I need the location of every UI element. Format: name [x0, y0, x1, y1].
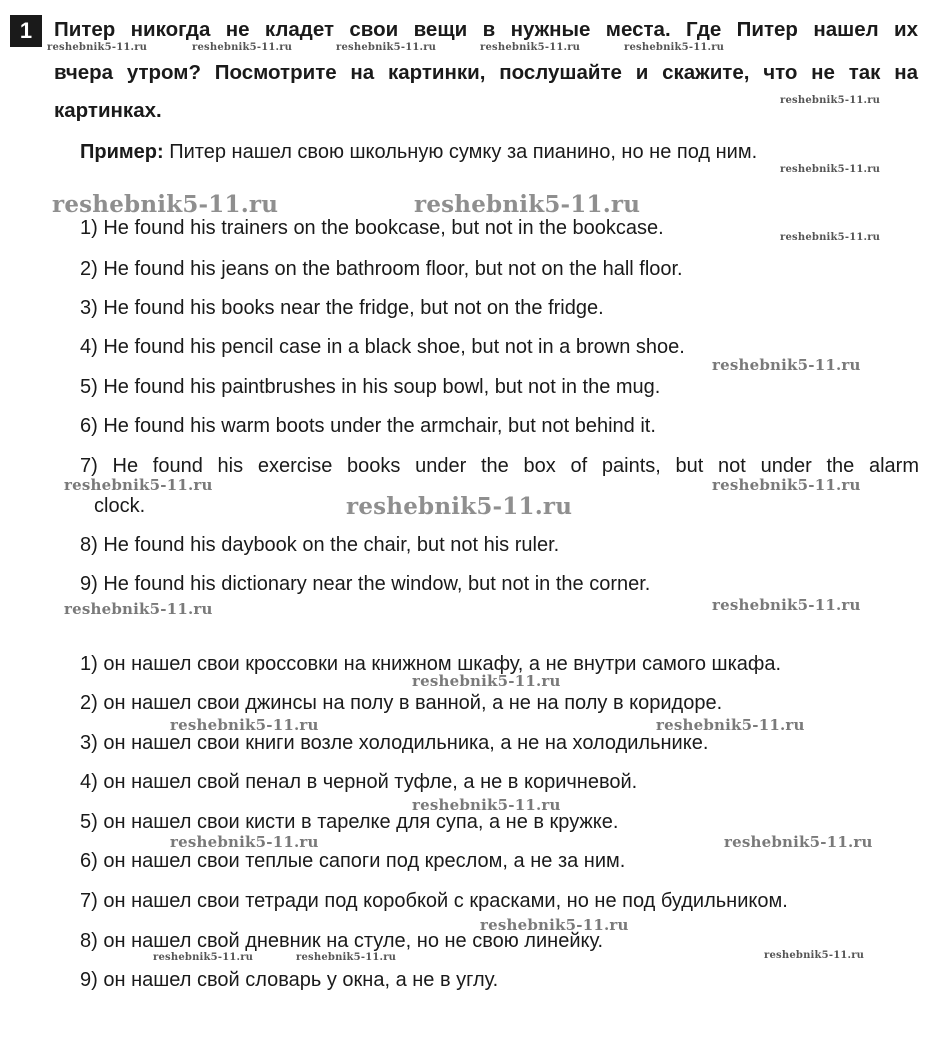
russian-answer-7: 7) он нашел свои тетради под коробкой с красками, но не под будильником. [80, 890, 788, 912]
watermark: reshebnik5-11.ru [656, 716, 805, 734]
example-sentence [80, 141, 757, 164]
english-answer-7-continued: clock. [94, 495, 146, 517]
watermark: reshebnik5-11.ru [170, 716, 319, 734]
task-heading-line-3: картинках. [54, 99, 162, 122]
watermark: reshebnik5-11.ru [712, 356, 861, 374]
watermark: reshebnik5-11.ru [480, 42, 581, 53]
english-answer-2: 2) He found his jeans on the bathroom floor, but not on the hall floor. [80, 258, 683, 280]
english-answer-4: 4) He found his pencil case in a black shoe, but not in a brown shoe. [80, 336, 685, 358]
watermark: reshebnik5-11.ru [336, 42, 437, 53]
russian-answer-1: 1) он нашел свои кроссовки на книжном шкафу, а не внутри самого шкафа. [80, 653, 782, 675]
english-answer-7: 7) He found his exercise books under the box of paints, but not under the alarm [80, 455, 919, 477]
english-answer-6: 6) He found his warm boots under the armchair, but not behind it. [80, 415, 656, 437]
task-number-badge: 1 [10, 15, 42, 47]
russian-answer-2: 2) он нашел свои джинсы на полу в ванной, а не на полу в коридоре. [80, 692, 723, 714]
watermark: reshebnik5-11.ru [780, 95, 881, 106]
english-answer-1: 1) He found his trainers on the bookcase, but not in the bookcase. [80, 217, 664, 239]
russian-answer-6: 6) он нашел свои теплые сапоги под креслом, а не за ним. [80, 850, 626, 872]
watermark: reshebnik5-11.ru [712, 596, 861, 614]
watermark: reshebnik5-11.ru [192, 42, 293, 53]
russian-answer-8: 8) он нашел свой дневник на стуле, но не свою линейку. [80, 930, 604, 952]
russian-answer-4: 4) он нашел свой пенал в черной туфле, а не в коричневой. [80, 771, 638, 793]
watermark: reshebnik5-11.ru [346, 493, 573, 520]
watermark: reshebnik5-11.ru [764, 950, 865, 961]
watermark: reshebnik5-11.ru [480, 916, 629, 934]
english-answer-9: 9) He found his dictionary near the window, but not in the corner. [80, 573, 651, 595]
watermark: reshebnik5-11.ru [412, 672, 561, 690]
watermark: reshebnik5-11.ru [780, 164, 881, 175]
watermark: reshebnik5-11.ru [153, 952, 254, 963]
watermark: reshebnik5-11.ru [780, 232, 881, 243]
watermark: reshebnik5-11.ru [296, 952, 397, 963]
english-answer-5: 5) He found his paintbrushes in his soup bowl, but not in the mug. [80, 376, 661, 398]
watermark: reshebnik5-11.ru [414, 191, 641, 218]
task-heading-line-1: Питер никогда не кладет свои вещи в нужные места. Где Питер нашел их [54, 18, 918, 41]
russian-answer-3: 3) он нашел свои книги возле холодильника, а не на холодильнике. [80, 732, 709, 754]
english-answer-3: 3) He found his books near the fridge, but not on the fridge. [80, 297, 604, 319]
watermark: reshebnik5-11.ru [724, 833, 873, 851]
watermark: reshebnik5-11.ru [64, 600, 213, 618]
watermark: reshebnik5-11.ru [47, 42, 148, 53]
watermark: reshebnik5-11.ru [412, 796, 561, 814]
watermark: reshebnik5-11.ru [624, 42, 725, 53]
example-text: Питер нашел свою школьную сумку за пианино, но не под ним. [163, 141, 758, 163]
english-answer-8: 8) He found his daybook on the chair, but not his ruler. [80, 534, 560, 556]
example-label: Пример: [80, 141, 164, 163]
watermark: reshebnik5-11.ru [170, 833, 319, 851]
watermark: reshebnik5-11.ru [64, 476, 213, 494]
watermark: reshebnik5-11.ru [712, 476, 861, 494]
watermark: reshebnik5-11.ru [52, 191, 279, 218]
russian-answer-9: 9) он нашел свой словарь у окна, а не в углу. [80, 969, 499, 991]
task-heading-line-2: вчера утром? Посмотрите на картинки, послушайте и скажите, что не так на [54, 61, 918, 84]
russian-answer-5: 5) он нашел свои кисти в тарелке для супа, а не в кружке. [80, 811, 619, 833]
